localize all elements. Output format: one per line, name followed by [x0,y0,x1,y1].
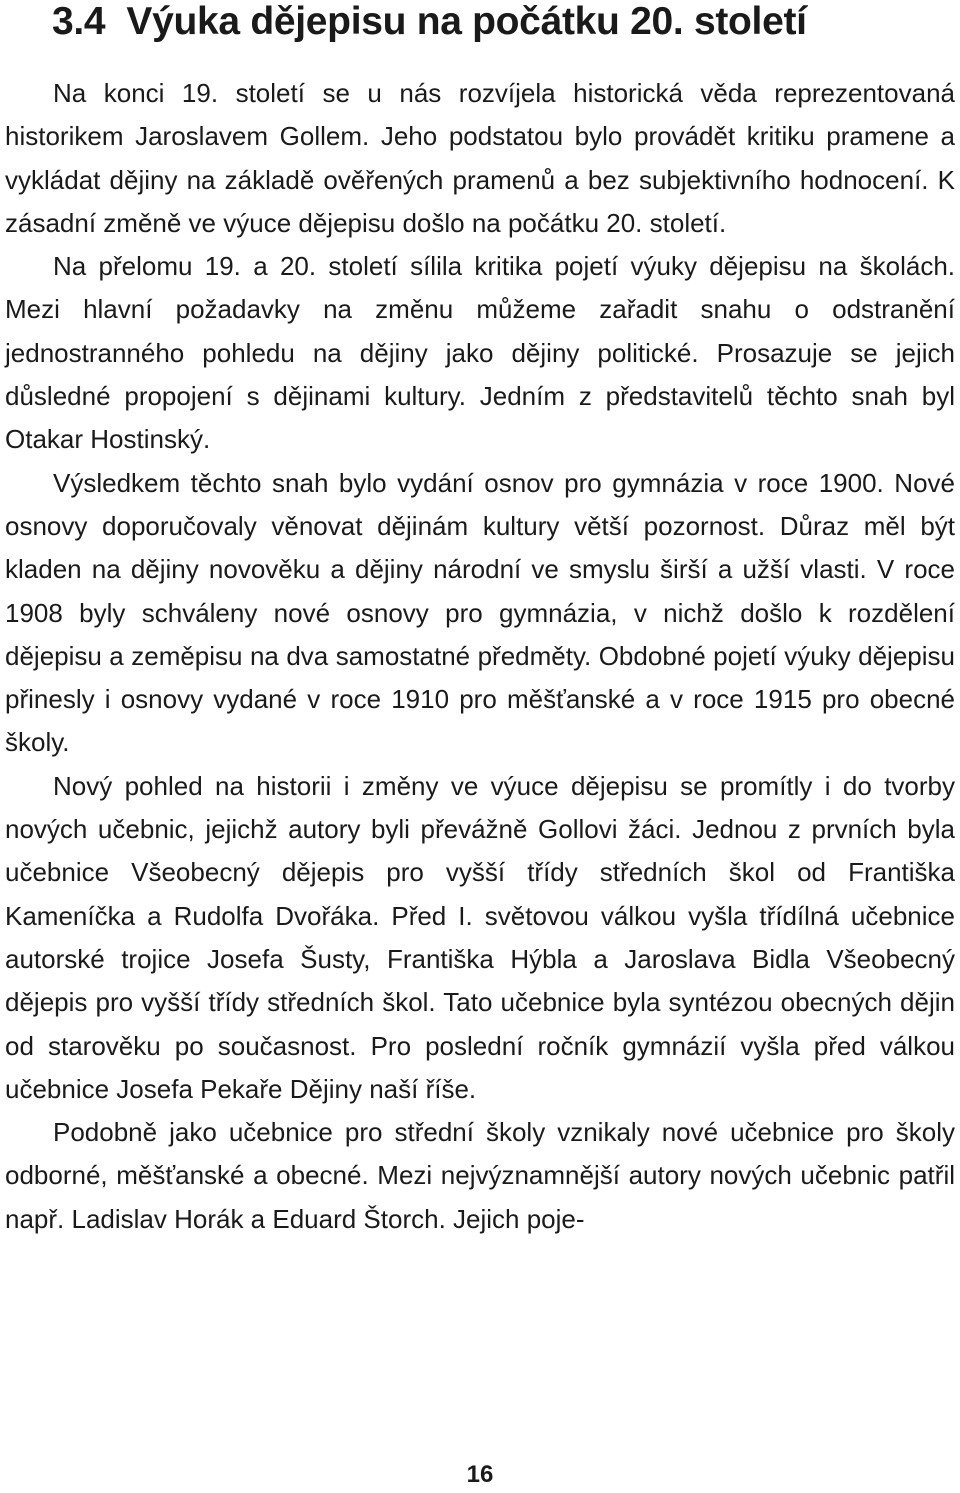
paragraph: Podobně jako učebnice pro střední školy vznikaly nové učebnice pro školy odborné, měšťanské a obecné. Mezi nejvýznamnější autory nových učebnic patřil např. Ladislav Horák a Eduard Štorch. Jejich poje- [5,1117,955,1234]
page-number: 16 [466,1461,494,1488]
paragraph: Nový pohled na historii i změny ve výuce dějepisu se promítly i do tvorby nových učebnic, jejichž autory byli převážně Gollovi žáci. Jednou z prvních byla učebnice Všeobecný dějepis pro vyšší třídy středních škol od Františka Kameníčka a Rudolfa Dvořáka. Před I. světovou válkou vyšla třídílná učebnice autorské trojice Josefa Šusty, Františka Hýbla a Jaroslava Bidla Všeobecný dějepis pro vyšší třídy středních škol. Tato učebnice byla syntézou obecných dějin od starověku po současnost. Pro poslední ročník gymnázií vyšla před válkou učebnice Josefa Pekaře Dějiny naší říše. [5,770,955,1104]
paragraph: Na konci 19. století se u nás rozvíjela historická věda reprezentovaná historikem Jaroslavem Gollem. Jeho podstatou bylo provádět kritiku pramene a vykládat dějiny na základě ověřených pramenů a bez subjektivního hodnocení. K zásadní změně ve výuce dějepisu došlo na počátku 20. století. [5,78,955,238]
section-heading [52,0,807,44]
paragraph: Výsledkem těchto snah bylo vydání osnov pro gymnázia v roce 1900. Nové osnovy doporučovaly věnovat dějinám kultury větší pozornost. Důraz měl být kladen na dějiny novověku a dějiny národní ve smyslu širší a užší vlasti. V roce 1908 byly schváleny nové osnovy pro gymnázia, v nichž došlo k rozdělení dějepisu a zeměpisu na dva samostatné předměty. Obdobné pojetí výuky dějepisu přinesly i osnovy vydané v roce 1910 pro měšťanské a v roce 1915 pro obecné školy. [5,467,955,758]
section-title: Výuka dějepisu na počátku 20. století [126,0,807,43]
section-number: 3.4 [52,0,106,43]
paragraph: Na přelomu 19. a 20. století sílila kritika pojetí výuky dějepisu na školách. Mezi hlavní požadavky na změnu můžeme zařadit snahu o odstranění jednostranného pohledu na dějiny jako dějiny politické. Prosazuje se jejich důsledné propojení s dějinami kultury. Jedním z představitelů těchto snah byl Otakar Hostinský. [5,251,955,455]
body-text [5,72,955,1241]
